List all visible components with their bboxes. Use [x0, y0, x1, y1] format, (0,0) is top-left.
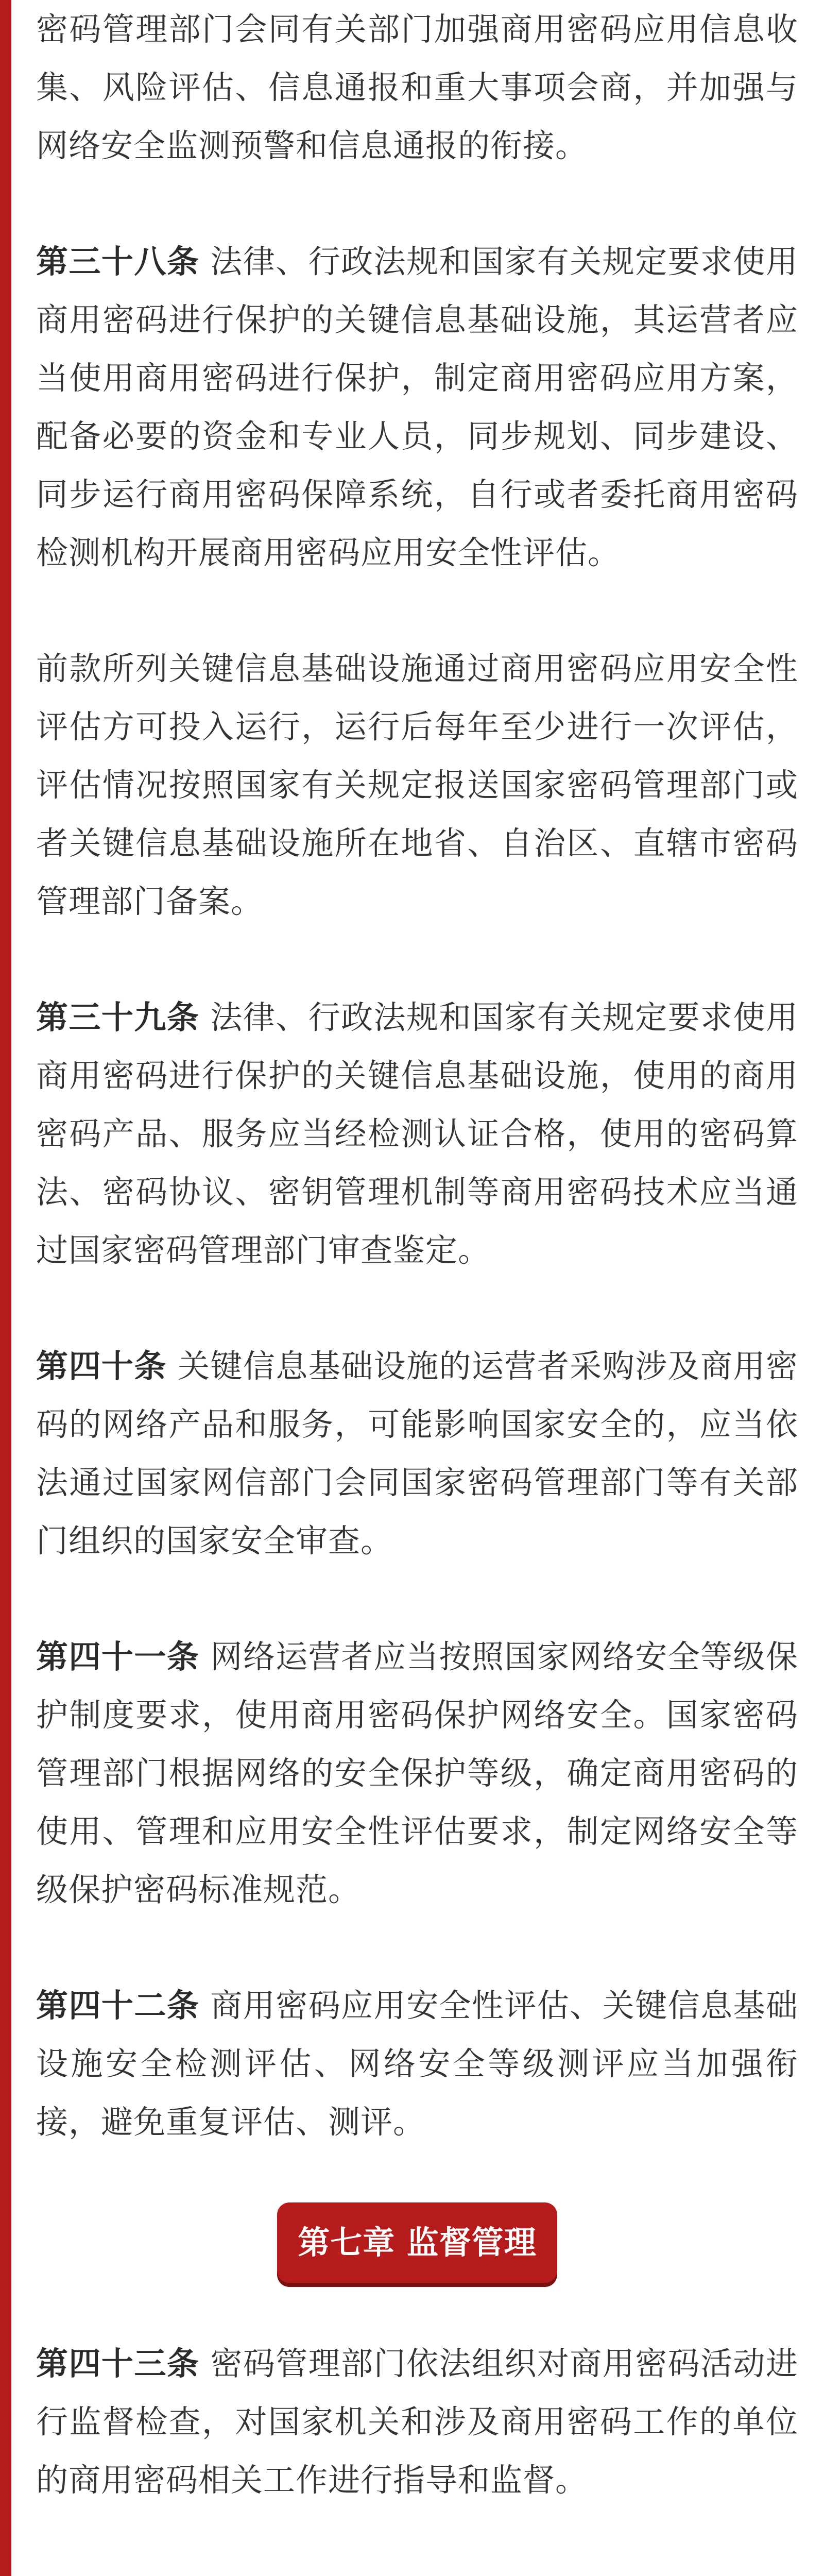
article-42	[36, 1976, 798, 2151]
article-text: 网络运营者应当按照国家网络安全等级保护制度要求，使用商用密码保护网络安全。国家密码管理部门根据网络的安全保护等级，确定商用密码的使用、管理和应用安全性评估要求，制定网络安全等级保护密码标准规范。	[36, 1638, 798, 1908]
article-44	[36, 2567, 798, 2576]
article-43	[36, 2334, 798, 2509]
article-text: 法律、行政法规和国家有关规定要求使用商用密码进行保护的关键信息基础设施，使用的商用密码产品、服务应当经检测认证合格，使用的密码算法、密码协议、密钥管理机制等商用密码技术应当通过国家密码管理部门审查鉴定。	[36, 998, 798, 1269]
article-text: 商用密码应用安全性评估、关键信息基础设施安全检测评估、网络安全等级测评应当加强衔接，避免重复评估、测评。	[36, 1987, 798, 2141]
article-body	[36, 0, 798, 2576]
article-text: 关键信息基础设施的运营者采购涉及商用密码的网络产品和服务，可能影响国家安全的，应当依法通过国家网信部门会同国家密码管理部门等有关部门组织的国家安全审查。	[36, 1347, 798, 1560]
left-accent-rule	[0, 0, 11, 2576]
article-39	[36, 988, 798, 1279]
chapter-title: 第七章 监督管理	[277, 2202, 557, 2283]
paragraph-38-continued: 前款所列关键信息基础设施通过商用密码应用安全性评估方可投入运行，运行后每年至少进行一次评估，评估情况按照国家有关规定报送国家密码管理部门或者关键信息基础设施所在地省、自治区、直辖市密码管理部门备案。	[36, 650, 798, 920]
article-number: 第四十二条	[36, 1987, 200, 2024]
article-number: 第四十三条	[36, 2345, 200, 2382]
paragraph-intro: 密码管理部门会同有关部门加强商用密码应用信息收集、风险评估、信息通报和重大事项会商，并加强与网络安全监测预警和信息通报的衔接。	[36, 10, 798, 164]
article-40	[36, 1337, 798, 1570]
article-41	[36, 1628, 798, 1919]
article-number: 第四十一条	[36, 1638, 200, 1675]
article-number: 第三十八条	[36, 243, 200, 280]
article-number: 第三十九条	[36, 998, 200, 1036]
chapter-heading-wrap	[36, 2202, 798, 2283]
article-text: 法律、行政法规和国家有关规定要求使用商用密码进行保护的关键信息基础设施，其运营者应当使用商用密码进行保护，制定商用密码应用方案，配备必要的资金和专业人员，同步规划、同步建设、同步运行商用密码保障系统，自行或者委托商用密码检测机构开展商用密码应用安全性评估。	[36, 243, 798, 571]
article-text: 密码管理部门依法组织对商用密码活动进行监督检查，对国家机关和涉及商用密码工作的单位的商用密码相关工作进行指导和监督。	[36, 2345, 798, 2499]
article-38	[36, 232, 798, 582]
article-number: 第四十条	[36, 1347, 167, 1385]
